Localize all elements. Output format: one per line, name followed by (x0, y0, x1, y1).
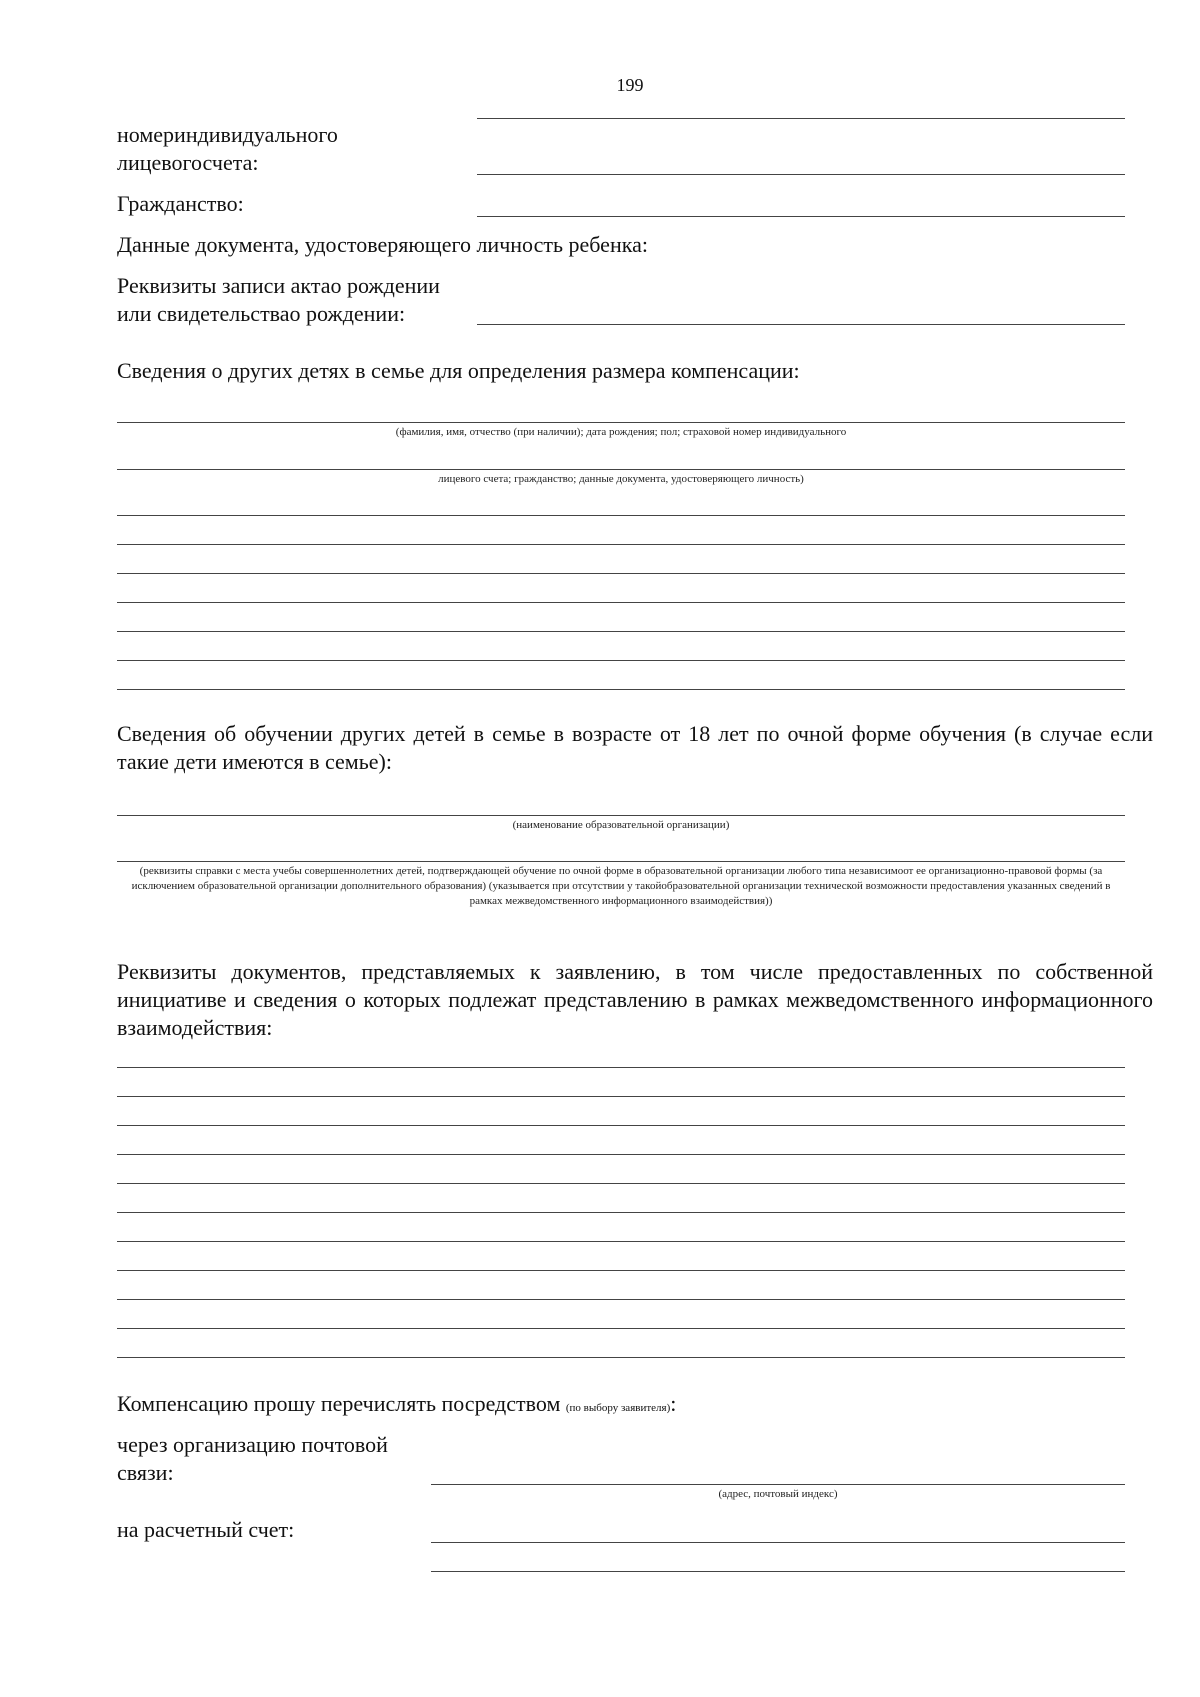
other-children-line-2[interactable] (117, 469, 1125, 470)
education-org-caption: (наименование образовательной организации) (512, 819, 730, 831)
documents-line-8[interactable] (117, 1270, 1125, 1271)
other-children-line-1[interactable] (117, 422, 1125, 423)
account-field-line-2[interactable] (431, 1571, 1125, 1572)
documents-line-6[interactable] (117, 1212, 1125, 1213)
birth-record-field[interactable] (477, 324, 1125, 325)
education-certificate-field[interactable] (117, 861, 1125, 862)
account-field-line-1[interactable] (431, 1542, 1125, 1543)
documents-heading: Реквизиты документов, представляемых к заявлению, в том числе предоставленных по собственной инициативе и сведения о которых подлежат представлению в рамках межведомственного информационного взаимодействия: (117, 959, 1153, 1040)
documents-line-2[interactable] (117, 1096, 1125, 1097)
other-children-line-9[interactable] (117, 689, 1125, 690)
birth-record-label-line2: или свидетельствао рождении: (117, 301, 406, 326)
documents-line-11[interactable] (117, 1357, 1125, 1358)
payment-heading-note: (по выбору заявителя) (565, 1402, 671, 1414)
education-certificate-caption: (реквизиты справки с места учебы совершеннолетних детей, подтверждающей обучение по очной форме в образовательной организации любого типа независимоот ее организационно-правовой формы (за исключением образовательной организации дополнительного образования) (указывается при отсутствии у такойобразовательной организации технической возможности предоставления указанных сведений в рамках межведомственного информационного взаимодействия)) (131, 865, 1111, 907)
other-children-line-3[interactable] (117, 515, 1125, 516)
post-address-field[interactable] (431, 1484, 1125, 1485)
snils-field[interactable] (477, 174, 1125, 175)
payment-heading (117, 1389, 676, 1423)
snils-label-line1: номериндивидуального (117, 122, 338, 147)
other-children-caption-1: (фамилия, имя, отчество (при наличии); дата рождения; пол; страховой номер индивидуального (395, 426, 847, 438)
citizenship-label: Гражданство: (117, 191, 244, 216)
other-children-heading: Сведения о других детях в семье для определения размера компенсации: (117, 358, 800, 383)
education-org-field[interactable] (117, 815, 1125, 816)
education-heading: Сведения об обучении других детей в семье в возрасте от 18 лет по очной форме обучения (в случае если такие дети имеются в семье): (117, 721, 1153, 774)
payment-heading-colon: : (670, 1391, 677, 1416)
documents-line-4[interactable] (117, 1154, 1125, 1155)
other-children-line-6[interactable] (117, 602, 1125, 603)
field-line-top[interactable] (477, 118, 1125, 119)
other-children-line-8[interactable] (117, 660, 1125, 661)
documents-line-7[interactable] (117, 1241, 1125, 1242)
birth-record-label-line1: Реквизиты записи актао рождении (117, 273, 440, 298)
citizenship-field[interactable] (477, 216, 1125, 217)
documents-line-3[interactable] (117, 1125, 1125, 1126)
other-children-line-5[interactable] (117, 573, 1125, 574)
other-children-line-7[interactable] (117, 631, 1125, 632)
post-address-caption: (адрес, почтовый индекс) (718, 1488, 838, 1500)
post-label-line1: через организацию почтовой (117, 1432, 388, 1457)
page-number: 199 (616, 75, 644, 95)
payment-heading-text: Компенсацию прошу перечислять посредством (117, 1391, 561, 1416)
documents-line-9[interactable] (117, 1299, 1125, 1300)
post-label-line2: связи: (117, 1460, 174, 1485)
other-children-caption-2: лицевого счета; гражданство; данные документа, удостоверяющего личность) (438, 473, 804, 485)
account-label: на расчетный счет: (117, 1517, 295, 1542)
documents-line-10[interactable] (117, 1328, 1125, 1329)
documents-line-5[interactable] (117, 1183, 1125, 1184)
documents-line-1[interactable] (117, 1067, 1125, 1068)
id-document-label: Данные документа, удостоверяющего личность ребенка: (117, 232, 648, 257)
other-children-line-4[interactable] (117, 544, 1125, 545)
snils-label-line2: лицевогосчета: (117, 150, 259, 175)
